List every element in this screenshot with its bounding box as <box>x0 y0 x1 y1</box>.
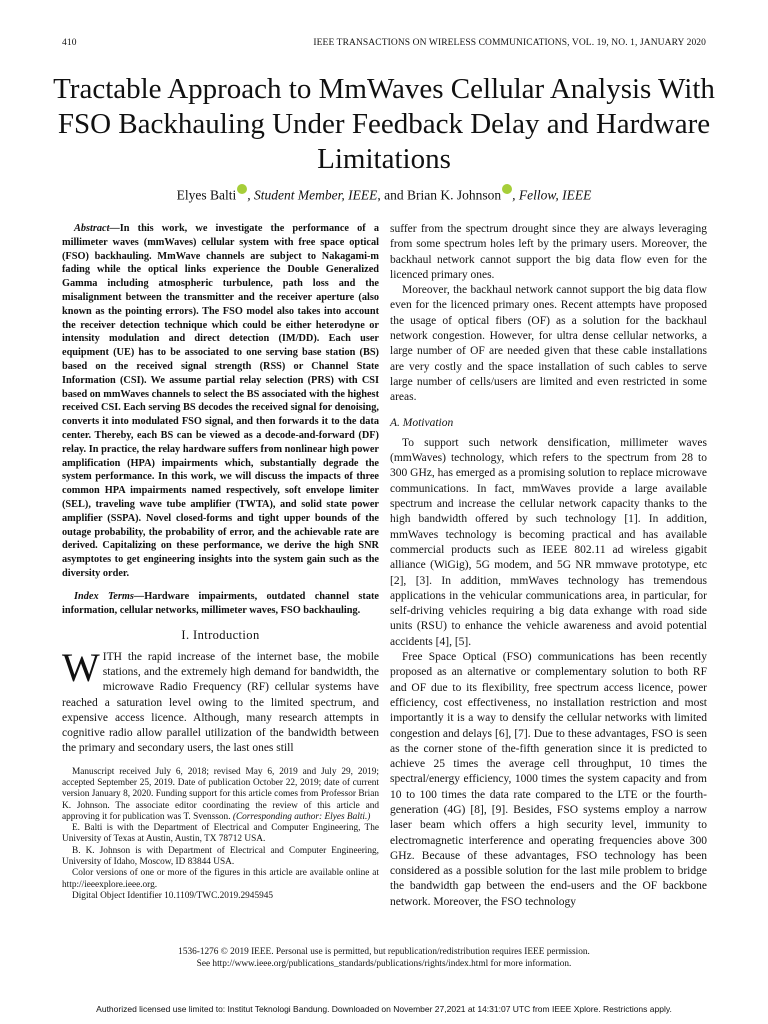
authorized-use-notice: Authorized licensed use limited to: Institut Teknologi Bandung. Downloaded on November 27,2021 at 14:31:07 UTC from IEEE Xplore. Restrictions apply. <box>96 1004 672 1014</box>
copyright-line-2[interactable]: See http://www.ieee.org/publications_standards/publications/rights/index.html for more information. <box>196 958 572 969</box>
index-terms <box>62 590 379 618</box>
intro-paragraph <box>62 644 379 757</box>
right-column <box>390 222 707 910</box>
footnote-affiliation-balti: E. Balti is with the Department of Electrical and Computer Engineering, The University of Texas at Austin, Austin, TX 78712 USA. <box>62 823 379 845</box>
drop-cap: W <box>62 644 100 690</box>
author-1-role: , Student Member, IEEE <box>247 187 378 203</box>
journal-name: IEEE TRANSACTIONS ON WIRELESS COMMUNICATIONS, VOL. 19, NO. 1, JANUARY 2020 <box>313 38 706 48</box>
orcid-icon[interactable] <box>502 184 512 194</box>
footnotes <box>62 767 379 903</box>
motivation-paragraph-2: Free Space Optical (FSO) communications has been recently proposed as an alternative or complementary solution to both RF and OF due to its flexibility, free spectrum access licence, power efficiency, cost effectiveness, no installation restriction and most importantly it is a way to densify the cellular networks with limited congestion and delays [6], [7]. Due to these advantages, FSO is seen as the corner stone of the-fifth generation since it is predicted to achieve 25 times the average cell throughput, 10 times the spectral/energy efficiency, 1000 times the system capacity and from 10 to 100 times the data rate compared to the LTE or the fourth-generation (4G) [8], [9]. Besides, FSO systems employ a narrow laser beam which offers a high security level, immunity to electromagnetic interference and operating frequencies above 300 GHz. Because of these advantages, FSO technology has been considered as a possible solution for the last mile problem to bridge the bandwidth gap between the end-users and the OF backbone network. Moreover, the FSO technology <box>390 651 707 908</box>
intro-text: ITH the rapid increase of the internet base, the mobile stations, and the extremely high demand for bandwidth, the microwave Radio Frequency (RF) cellular systems have reached a saturation level owing to the limited spectrum, and expensive access licence. Although, many research attempts in cognitive radio allow parallel utilization of the bandwidth between the primary and secondary users, the last ones still <box>62 650 379 755</box>
abstract <box>62 222 379 581</box>
author-2-role: , Fellow, IEEE <box>512 187 592 203</box>
abstract-label: Abstract— <box>74 223 120 234</box>
motivation-paragraph-1: To support such network densification, millimeter waves (mmWaves) technology, which refers to the spectrum from 28 to 300 GHz, has emerged as a promising solution to replace microwave communications. In fact, mmWaves provide a large available spectrum and increase the cellular network capacity thanks to the high bandwidth offered by such technology [1]. In addition, mmWaves technology is becoming practical and has available commercial products such as IEEE 802.11 ad wireless gigabit alliance (WiGig), 5G modem, and 5G NR mmwave prototype, etc [2], [3]. In addition, mmWaves technology has tremendous applications in the vehicular communications area, in particular, for self-driving vehicles requiring a big data exhange with road side units (RSU) to enhance the vehicle awareness and avoid potential accidents [4], [5]. <box>390 436 707 648</box>
author-line <box>40 184 728 204</box>
subsection-heading-motivation: A. Motivation <box>390 416 454 429</box>
left-column <box>62 222 379 902</box>
author-2[interactable]: Brian K. Johnson <box>406 187 502 203</box>
index-terms-label: Index Terms— <box>74 590 145 602</box>
author-conjunction: , and <box>377 187 407 203</box>
page-number: 410 <box>62 38 77 48</box>
paper-title: Tractable Approach to MmWaves Cellular Analysis With FSO Backhauling Under Feedback Delay and Hardware Limitations <box>53 73 715 175</box>
footnote-manuscript: Manuscript received July 6, 2018; revised May 6, 2019 and July 29, 2019; accepted September 25, 2019. Date of publication October 22, 2019; date of current version January 8, 2020. Funding support for this article comes from Professor Brian K. Johnson. The associate editor coordinating the review of this article and approving it for publication was T. Svensson. (Corresponding author: Elyes Balti.) <box>62 766 379 822</box>
abstract-text: In this work, we investigate the performance of a millimeter waves (mmWaves) cellular system with free space optical (FSO) backhauling. MmWave channels are subject to Nakagami-m fading while the optical links experience the Double Generalized Gamma including atmospheric turbulence, path loss and the misalignment between the transmitter and the receiver aperture (also known as the pointing errors). The FSO model also takes into account the receiver detection technique which could be either heterodyne or intensity modulation and direct detection (IM/DD). Each user equipment (UE) has to be associated to one serving base station (BS) based on the received signal strength (RSS) or Channel State Information (CSI). We assume partial relay selection (PRS) with CSI based on mmWaves channels to select the BS associated with the highest received CSI. Each serving BS decodes the received signal for denoising, converts it into modulated FSO signal, and then forwards it to the data center. Thereby, each BS can be viewed as a decode-and-forward (DF) relay. In practice, the relay hardware suffers from nonlinear high power amplification (HPA) impairments which, substantially degrade the system performance. In this work, we will discuss the impacts of three common HPA impairments named respectively, soft envelope limiter (SEL), traveling wave tube amplifier (TWTA), and solid state power amplifier (SSPA). Novel closed-forms and tight upper bounds of the outage probability, the probability of error, and the achievable rate are derived. Capitalizing on these performance, we derive the high SNR asymptotes to get engineering insights into the system gain such as the diversity order. <box>62 223 379 579</box>
index-terms-text: Hardware impairments, outdated channel state information, cellular networks, millimeter waves, FSO backhauling. <box>62 590 379 616</box>
footnote-affiliation-johnson: B. K. Johnson is with Department of Electrical and Computer Engineering, University of Idaho, Moscow, ID 83844 USA. <box>62 845 379 868</box>
orcid-icon[interactable] <box>237 184 247 194</box>
right-paragraph-1: suffer from the spectrum drought since they are always leveraging from some spectrum holes left by the primary users. Moreover, the backhaul network cannot support the big data flow even for the licenced primary ones. <box>390 223 707 281</box>
right-paragraph-2: Moreover, the backhaul network cannot support the big data flow even for the licenced primary ones. Recent attempts have proposed the usage of optical fibers (OF) as a solution for the backhaul network congestion. However, for ultra dense cellular networks, a large number of OF are needed given that these cable installations are very costly and the space installation of such cables to serve large number of cells/users are limited and even restricted in some areas. <box>390 284 707 404</box>
copyright-notice <box>0 947 768 970</box>
footnote-doi[interactable]: Digital Object Identifier 10.1109/TWC.2019.2945945 <box>72 890 274 901</box>
author-1[interactable]: Elyes Balti <box>176 187 237 203</box>
footnote-color-versions: Color versions of one or more of the figures in this article are available online at http://ieeexplore.ieee.org. <box>62 868 379 890</box>
copyright-line-1: 1536-1276 © 2019 IEEE. Personal use is permitted, but republication/redistribution requires IEEE permission. <box>178 947 590 957</box>
section-heading-introduction: I. Introduction <box>181 628 260 643</box>
